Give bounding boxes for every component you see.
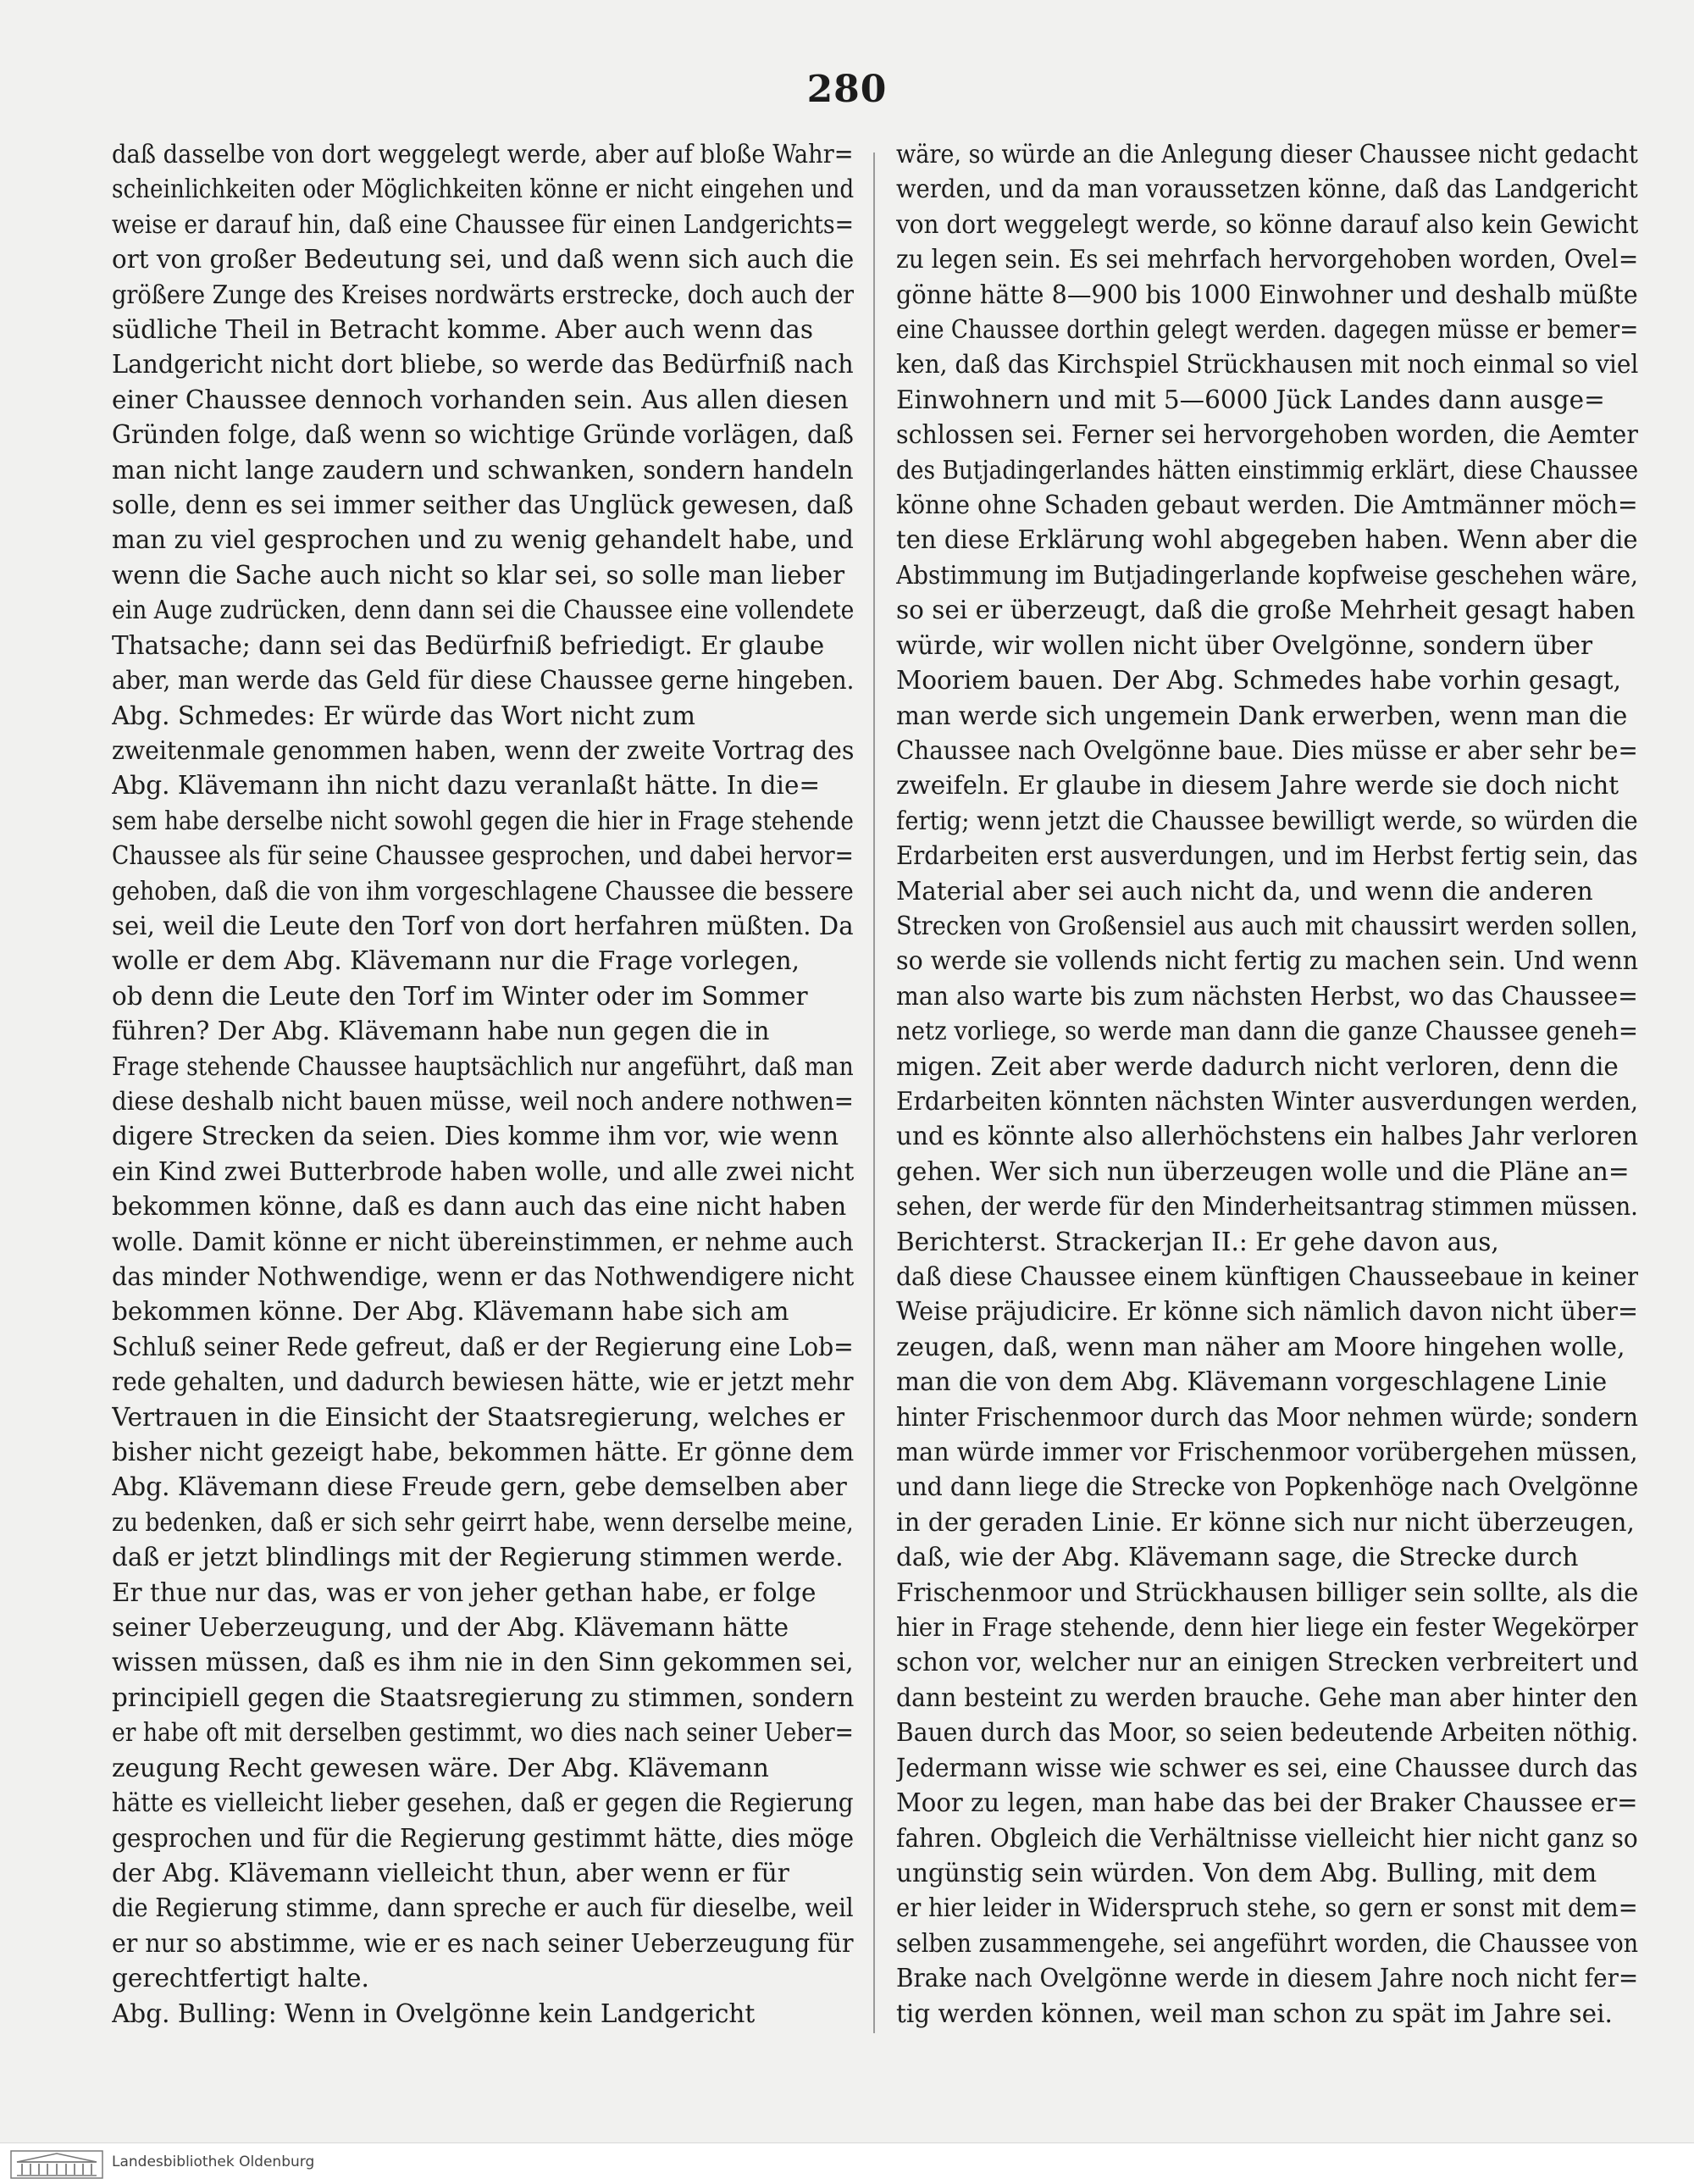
text-line: ort von großer Bedeutung sei, und daß wenn sich auch die xyxy=(112,245,854,274)
text-line: zeugen, daß, wenn man näher am Moore hingehen wolle, xyxy=(896,1332,1625,1361)
text-line: das minder Nothwendige, wenn er das Nothwendigere nicht xyxy=(112,1262,854,1291)
text-line: Schluß seiner Rede gefreut, daß er der Regierung eine Lob= xyxy=(112,1332,854,1361)
text-line: sem habe derselbe nicht sowohl gegen die hier in Frage stehende xyxy=(112,806,854,835)
text-line: Abstimmung im Butjadingerlande kopfweise geschehen wäre, xyxy=(896,560,1638,590)
text-line: daß diese Chaussee einem künftigen Chausseebaue in keiner xyxy=(896,1262,1638,1291)
text-line: die Regierung stimme, dann spreche er auch für dieselbe, weil xyxy=(112,1893,854,1923)
text-line: zweitenmale genommen haben, wenn der zweite Vortrag des xyxy=(112,735,854,765)
text-line: Material aber sei auch nicht da, und wenn die anderen xyxy=(896,876,1593,906)
text-column-left xyxy=(112,137,854,2035)
text-line: man zu viel gesprochen und zu wenig gehandelt habe, und xyxy=(112,525,854,555)
text-line: fahren. Obgleich die Verhältnisse vielleicht hier nicht ganz so xyxy=(896,1823,1638,1853)
text-line: gönne hätte 8—900 bis 1000 Einwohner und deshalb müßte xyxy=(896,280,1638,309)
text-line: schon vor, welcher nur an einigen Strecken verbreitert und xyxy=(896,1648,1638,1677)
text-line: einer Chaussee dennoch vorhanden sein. Aus allen diesen xyxy=(112,385,849,414)
text-line: Vertrauen in die Einsicht der Staatsregierung, welches er xyxy=(112,1402,845,1432)
text-line: ken, daß das Kirchspiel Strückhausen mit noch einmal so viel xyxy=(896,350,1638,380)
text-line: tig werden können, weil man schon zu spät im Jahre sei. xyxy=(896,1998,1613,2028)
text-line: Abg. Bulling: Wenn in Ovelgönne kein Landgericht xyxy=(112,1998,756,2028)
text-line: aber, man werde das Geld für diese Chaussee gerne hingeben. xyxy=(112,666,854,696)
text-line: Abg. Klävemann ihn nicht dazu veranlaßt hätte. In die= xyxy=(112,771,821,801)
text-line: digere Strecken da seien. Dies komme ihm vor, wie wenn xyxy=(112,1122,839,1151)
text-line: würde, wir wollen nicht über Ovelgönne, sondern über xyxy=(896,630,1593,660)
text-line: gehen. Wer sich nun überzeugen wolle und die Pläne an= xyxy=(896,1156,1630,1186)
text-line: wissen müssen, daß es ihm nie in den Sinn gekommen sei, xyxy=(112,1648,854,1677)
text-line: bekommen könne. Der Abg. Klävemann habe sich am xyxy=(112,1297,789,1327)
text-line: er hier leider in Widerspruch stehe, so gern er sonst mit dem= xyxy=(896,1893,1638,1923)
text-line: man also warte bis zum nächsten Herbst, wo das Chaussee= xyxy=(896,981,1638,1011)
text-line: schlossen sei. Ferner sei hervorgehoben worden, die Aemter xyxy=(896,420,1638,450)
text-line: Moor zu legen, man habe das bei der Braker Chaussee er= xyxy=(896,1788,1638,1818)
text-column-right xyxy=(896,137,1638,2035)
text-line: er nur so abstimme, wie er es nach seiner Ueberzeugung für xyxy=(112,1928,854,1958)
text-line: gehoben, daß die von ihm vorgeschlagene Chaussee die bessere xyxy=(112,876,854,906)
text-line: daß dasselbe von dort weggelegt werde, aber auf bloße Wahr= xyxy=(112,140,854,169)
text-line: Jedermann wisse wie schwer es sei, eine Chaussee durch das xyxy=(896,1753,1638,1782)
text-line: werden, und da man voraussetzen könne, daß das Landgericht xyxy=(896,175,1638,204)
text-line: Frischenmoor und Strückhausen billiger sein sollte, als die xyxy=(896,1577,1638,1607)
text-line: Brake nach Ovelgönne werde in diesem Jahre noch nicht fer= xyxy=(896,1964,1638,1993)
text-line: und es könnte also allerhöchstens ein halbes Jahr verloren xyxy=(896,1122,1638,1151)
text-line: wolle. Damit könne er nicht übereinstimmen, er nehme auch xyxy=(112,1227,854,1256)
text-line: wolle er dem Abg. Klävemann nur die Frage vorlegen, xyxy=(112,946,800,976)
text-line: hier in Frage stehende, denn hier liege ein fester Wegekörper xyxy=(896,1613,1638,1643)
text-line: bekommen könne, daß es dann auch das eine nicht haben xyxy=(112,1192,847,1222)
text-line: sei, weil die Leute den Torf von dort herfahren müßten. Da xyxy=(112,911,854,940)
text-line: der Abg. Klävemann vielleicht thun, aber wenn er für xyxy=(112,1858,789,1887)
text-line: gerechtfertigt halte. xyxy=(112,1964,369,1993)
text-line: weise er darauf hin, daß eine Chaussee für einen Landgerichts= xyxy=(112,209,854,239)
text-line: Abg. Klävemann diese Freude gern, gebe demselben aber xyxy=(112,1472,847,1502)
text-line: scheinlichkeiten oder Möglichkeiten könne er nicht eingehen und xyxy=(112,175,854,204)
text-line: daß, wie der Abg. Klävemann sage, die Strecke durch xyxy=(896,1543,1579,1572)
text-line: könne ohne Schaden gebaut werden. Die Amtmänner möch= xyxy=(896,491,1638,520)
text-line: man nicht lange zaudern und schwanken, sondern handeln xyxy=(112,455,854,485)
text-line: so werde sie vollends nicht fertig zu machen sein. Und wenn xyxy=(896,946,1638,976)
text-line: Chaussee nach Ovelgönne baue. Dies müsse er aber sehr be= xyxy=(896,735,1638,765)
text-line: diese deshalb nicht bauen müsse, weil noch andere nothwen= xyxy=(112,1086,854,1116)
text-line: zu bedenken, daß er sich sehr geirrt habe, wenn derselbe meine, xyxy=(112,1507,854,1537)
page-number: 280 xyxy=(806,68,888,111)
text-line: man werde sich ungemein Dank erwerben, wenn man die xyxy=(896,701,1628,730)
library-building-icon xyxy=(10,2150,103,2179)
library-name: Landesbibliothek Oldenburg xyxy=(112,2154,315,2170)
text-line: er habe oft mit derselben gestimmt, wo dies nach seiner Ueber= xyxy=(112,1718,854,1748)
text-line: dann besteint zu werden brauche. Gehe man aber hinter den xyxy=(896,1682,1638,1712)
text-line: Strecken von Großensiel aus auch mit chaussirt werden sollen, xyxy=(896,911,1638,940)
text-line: Berichterst. Strackerjan II.: Er gehe davon aus, xyxy=(896,1227,1499,1256)
text-line: gesprochen und für die Regierung gestimmt hätte, dies möge xyxy=(112,1823,854,1853)
text-line: sehen, der werde für den Minderheitsantrag stimmen müssen. xyxy=(896,1192,1638,1222)
text-line: in der geraden Linie. Er könne sich nur nicht überzeugen, xyxy=(896,1507,1635,1537)
text-line: Erdarbeiten könnten nächsten Winter ausverdungen werden, xyxy=(896,1086,1638,1116)
text-line: des Butjadingerlandes hätten einstimmig erklärt, diese Chaussee xyxy=(896,455,1638,485)
text-line: und dann liege die Strecke von Popkenhöge nach Ovelgönne xyxy=(896,1472,1638,1502)
text-line: man würde immer vor Frischenmoor vorübergehen müssen, xyxy=(896,1438,1638,1467)
text-line: Mooriem bauen. Der Abg. Schmedes habe vorhin gesagt, xyxy=(896,666,1622,696)
text-line: Thatsache; dann sei das Bedürfniß befriedigt. Er glaube xyxy=(112,630,825,660)
text-line: Weise präjudicire. Er könne sich nämlich davon nicht über= xyxy=(896,1297,1638,1327)
text-line: Er thue nur das, was er von jeher gethan habe, er folge xyxy=(112,1577,817,1607)
text-line: Abg. Schmedes: Er würde das Wort nicht zum xyxy=(112,701,695,730)
text-line: hätte es vielleicht lieber gesehen, daß er gegen die Regierung xyxy=(112,1788,854,1818)
text-line: daß er jetzt blindlings mit der Regierung stimmen werde. xyxy=(112,1543,844,1572)
text-line: migen. Zeit aber werde dadurch nicht verloren, denn die xyxy=(896,1051,1619,1081)
text-line: führen? Der Abg. Klävemann habe nun gegen die in xyxy=(112,1017,770,1046)
text-line: zeugung Recht gewesen wäre. Der Abg. Klävemann xyxy=(112,1753,769,1782)
text-line: eine Chaussee dorthin gelegt werden. dagegen müsse er bemer= xyxy=(896,315,1638,345)
text-line: bisher nicht gezeigt habe, bekommen hätte. Er gönne dem xyxy=(112,1438,854,1467)
text-line: wäre, so würde an die Anlegung dieser Chaussee nicht gedacht xyxy=(896,140,1638,169)
text-line: Gründen folge, daß wenn so wichtige Gründe vorlägen, daß xyxy=(112,420,854,450)
text-line: solle, denn es sei immer seither das Unglück gewesen, daß xyxy=(112,491,854,520)
text-line: hinter Frischenmoor durch das Moor nehmen würde; sondern xyxy=(896,1402,1638,1432)
text-line: netz vorliege, so werde man dann die ganze Chaussee geneh= xyxy=(896,1017,1638,1046)
text-line: so sei er überzeugt, daß die große Mehrheit gesagt haben xyxy=(896,596,1636,625)
text-line: Landgericht nicht dort bliebe, so werde das Bedürfniß nach xyxy=(112,350,854,380)
column-divider xyxy=(873,152,875,2033)
text-line: ten diese Erklärung wohl abgegeben haben. Wenn aber die xyxy=(896,525,1638,555)
text-line: südliche Theil in Betracht komme. Aber auch wenn das xyxy=(112,315,813,345)
text-line: selben zusammengehe, sei angeführt worden, die Chaussee von xyxy=(896,1928,1638,1958)
text-line: zu legen sein. Es sei mehrfach hervorgehoben worden, Ovel= xyxy=(896,245,1638,274)
text-line: ein Kind zwei Butterbrode haben wolle, und alle zwei nicht xyxy=(112,1156,854,1186)
text-line: größere Zunge des Kreises nordwärts erstrecke, doch auch der xyxy=(112,280,854,309)
footer-bar xyxy=(0,2142,1694,2184)
text-line: man die von dem Abg. Klävemann vorgeschlagene Linie xyxy=(896,1367,1608,1397)
text-line: fertig; wenn jetzt die Chaussee bewilligt werde, so würden die xyxy=(896,806,1638,835)
text-line: von dort weggelegt werde, so könne darauf also kein Gewicht xyxy=(896,209,1638,239)
text-line: ein Auge zudrücken, denn dann sei die Chaussee eine vollendete xyxy=(112,596,854,625)
text-line: ob denn die Leute den Torf im Winter oder im Sommer xyxy=(112,981,808,1011)
text-line: Einwohnern und mit 5—6000 Jück Landes dann ausge= xyxy=(896,385,1605,414)
text-line: wenn die Sache auch nicht so klar sei, so solle man lieber xyxy=(112,560,845,590)
text-line: Erdarbeiten erst ausverdungen, und im Herbst fertig sein, das xyxy=(896,841,1638,871)
text-line: seiner Ueberzeugung, und der Abg. Klävemann hätte xyxy=(112,1613,789,1643)
text-line: Frage stehende Chaussee hauptsächlich nur angeführt, daß man xyxy=(112,1051,854,1081)
text-line: Chaussee als für seine Chaussee gesprochen, und dabei hervor= xyxy=(112,841,854,871)
text-line: zweifeln. Er glaube in diesem Jahre werde sie doch nicht xyxy=(896,771,1619,801)
text-line: Bauen durch das Moor, so seien bedeutende Arbeiten nöthig. xyxy=(896,1718,1638,1748)
text-line: rede gehalten, und dadurch bewiesen hätte, wie er jetzt mehr xyxy=(112,1367,854,1397)
text-line: principiell gegen die Staatsregierung zu stimmen, sondern xyxy=(112,1682,854,1712)
text-line: ungünstig sein würden. Von dem Abg. Bulling, mit dem xyxy=(896,1858,1597,1887)
